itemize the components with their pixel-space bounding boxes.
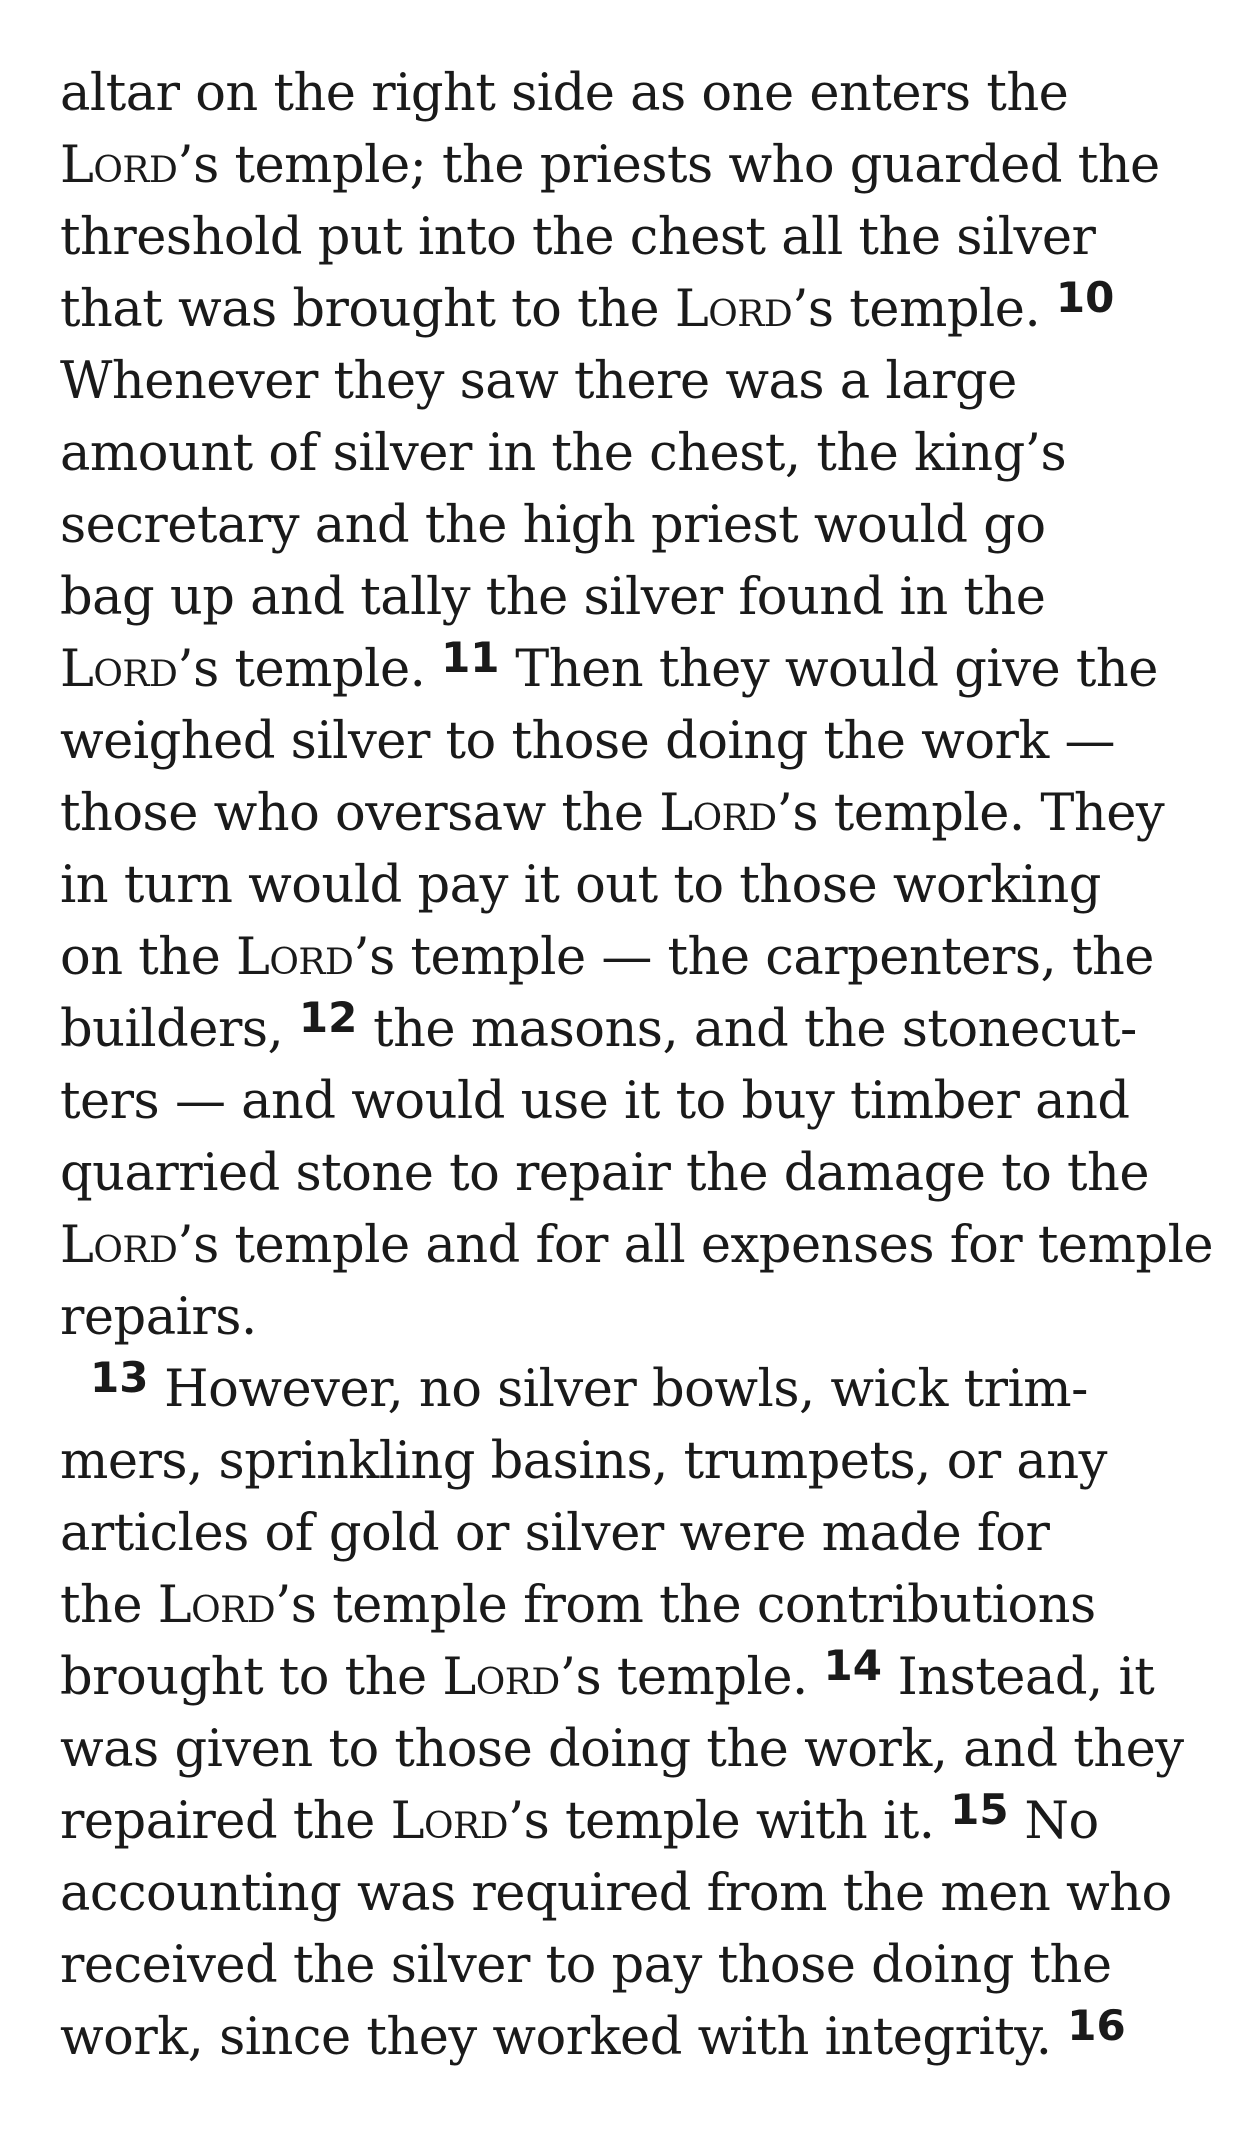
text-line xyxy=(60,1858,1202,1930)
text-segment: in turn would pay it out to those working xyxy=(60,856,1101,915)
lord-small-caps: Lord xyxy=(60,640,178,699)
text-segment: ’s temple; the priests who guarded the xyxy=(177,136,1160,195)
text-line xyxy=(60,418,1202,490)
text-segment: Whenever they saw there was a large xyxy=(60,352,1017,411)
text-segment: ’s temple — the carpenters, the xyxy=(353,928,1154,987)
text-segment: the xyxy=(60,1576,158,1635)
lord-small-caps: Lord xyxy=(674,280,793,339)
text-line xyxy=(60,1138,1202,1210)
text-segment: articles of gold or silver were made for xyxy=(60,1504,1050,1563)
text-line xyxy=(60,1426,1202,1498)
verse-number: 13 xyxy=(90,1353,149,1402)
lord-small-caps: Lord xyxy=(60,136,178,195)
text-line xyxy=(60,58,1202,130)
text-segment: ’s temple. xyxy=(559,1648,824,1707)
text-line xyxy=(60,274,1202,346)
text-line xyxy=(60,1570,1202,1642)
text-segment: ’s temple. xyxy=(792,280,1056,339)
text-line xyxy=(60,922,1202,994)
text-line xyxy=(60,562,1202,634)
verse-number: 10 xyxy=(1055,273,1115,322)
text-line xyxy=(60,778,1202,850)
verse-number: 11 xyxy=(441,633,500,682)
text-segment: the masons, and the stonecut- xyxy=(357,1000,1137,1059)
text-line xyxy=(60,202,1202,274)
text-segment: ters — and would use it to buy timber and xyxy=(60,1072,1130,1131)
text-line xyxy=(60,1354,1202,1426)
text-segment: those who oversaw the xyxy=(60,784,660,843)
text-segment: weighed silver to those doing the work — xyxy=(60,712,1116,771)
text-line xyxy=(60,1282,1202,1354)
text-line xyxy=(60,1498,1202,1570)
lord-small-caps: Lord xyxy=(442,1648,560,1707)
text-segment: No xyxy=(1008,1792,1099,1851)
text-segment: However, no silver bowls, wick trim- xyxy=(148,1360,1088,1419)
lord-small-caps: Lord xyxy=(157,1576,276,1635)
text-segment: brought to the xyxy=(60,1648,443,1707)
text-line xyxy=(60,1930,1202,2002)
verse-number: 12 xyxy=(298,993,358,1042)
text-segment: work, since they worked with integrity. xyxy=(60,2008,1068,2067)
lord-small-caps: Lord xyxy=(659,784,777,843)
text-segment: Then they would give the xyxy=(499,640,1158,699)
text-line xyxy=(60,1714,1202,1786)
text-segment: altar on the right side as one enters the xyxy=(60,64,1069,123)
text-segment: was given to those doing the work, and they xyxy=(60,1720,1184,1779)
text-line xyxy=(60,346,1202,418)
text-line xyxy=(60,1210,1214,1282)
text-line xyxy=(60,1642,1202,1714)
text-line xyxy=(60,994,1202,1066)
text-segment: on the xyxy=(60,928,236,987)
text-segment: repaired the xyxy=(60,1792,391,1851)
text-segment: ’s temple and for all expenses for temple xyxy=(177,1216,1214,1275)
text-segment: threshold put into the chest all the silver xyxy=(60,208,1096,267)
text-line xyxy=(60,850,1202,922)
text-segment: builders, xyxy=(60,1000,299,1059)
text-segment: Instead, it xyxy=(881,1648,1155,1707)
lord-small-caps: Lord xyxy=(390,1792,508,1851)
text-line xyxy=(60,1066,1202,1138)
verse-number: 14 xyxy=(823,1641,882,1690)
lord-small-caps: Lord xyxy=(236,928,354,987)
text-segment: secretary and the high priest would go xyxy=(60,496,1046,555)
verse-number: 16 xyxy=(1067,2001,1126,2050)
text-line xyxy=(60,706,1202,778)
text-segment: that was brought to the xyxy=(60,280,675,339)
text-segment: amount of silver in the chest, the king’s xyxy=(60,424,1067,483)
text-segment: received the silver to pay those doing the xyxy=(60,1936,1112,1995)
text-segment: ’s temple. They xyxy=(776,784,1165,843)
text-segment: accounting was required from the men who xyxy=(60,1864,1172,1923)
text-line xyxy=(60,2002,1202,2074)
text-segment: ’s temple from the contributions xyxy=(275,1576,1096,1635)
verse-number: 15 xyxy=(950,1785,1009,1834)
text-line xyxy=(60,130,1202,202)
text-line xyxy=(60,634,1202,706)
text-segment: ’s temple. xyxy=(177,640,442,699)
text-segment: ’s temple with it. xyxy=(507,1792,951,1851)
text-line xyxy=(60,1786,1202,1858)
text-line xyxy=(60,490,1202,562)
lord-small-caps: Lord xyxy=(60,1216,178,1275)
text-segment: bag up and tally the silver found in the xyxy=(60,568,1046,627)
text-segment: quarried stone to repair the damage to the xyxy=(60,1144,1150,1203)
text-segment: mers, sprinkling basins, trumpets, or any xyxy=(60,1432,1107,1491)
text-segment: repairs. xyxy=(60,1288,257,1347)
